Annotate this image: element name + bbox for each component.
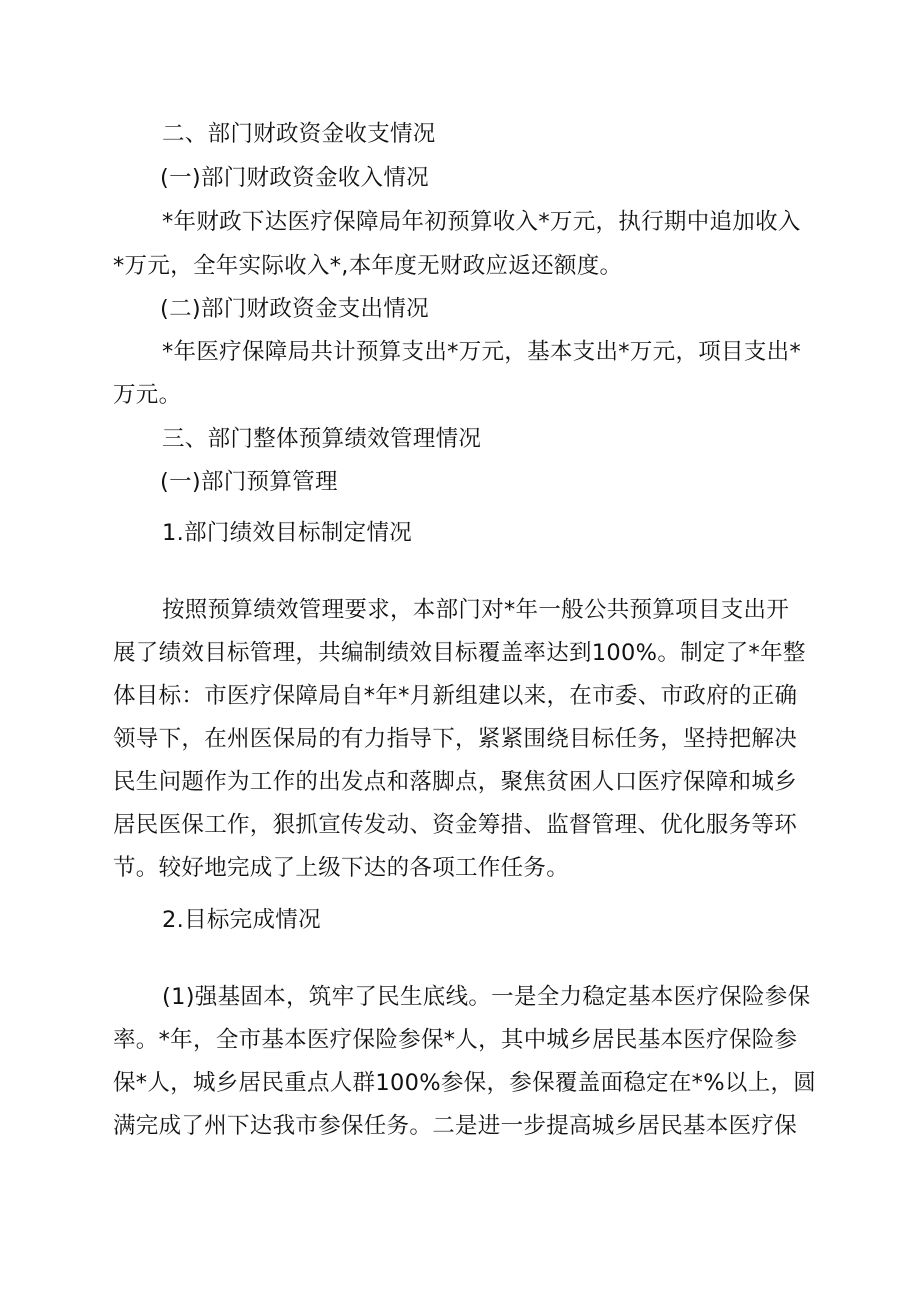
paragraph-line: 民生问题作为工作的出发点和落脚点，聚焦贫困人口医疗保障和城乡: [113, 769, 798, 795]
paragraph-line: 按照预算绩效管理要求，本部门对*年一般公共预算项目支出开: [162, 597, 790, 623]
paragraph-line: 保*人，城乡居民重点人群100%参保，参保覆盖面稳定在*%以上，圆: [113, 1070, 817, 1096]
section-2-heading: 二、部门财政资金收支情况: [162, 121, 436, 147]
paragraph-line: (1)强基固本，筑牢了民生底线。一是全力稳定基本医疗保险参保: [162, 984, 811, 1010]
paragraph-line: 展了绩效目标管理，共编制绩效目标覆盖率达到100%。制定了*年整: [113, 640, 806, 666]
section-3-heading: 三、部门整体预算绩效管理情况: [162, 426, 482, 452]
paragraph-line: *年医疗保障局共计预算支出*万元，基本支出*万元，项目支出*: [162, 339, 802, 365]
section-2-sub-2-heading: (二)部门财政资金支出情况: [160, 296, 429, 322]
paragraph-line: 居民医保工作，狠抓宣传发动、资金筹措、监督管理、优化服务等环: [113, 812, 798, 838]
paragraph-line: 万元。: [113, 382, 182, 408]
paragraph-line: 体目标：市医疗保障局自*年*月新组建以来，在市委、市政府的正确: [113, 683, 798, 709]
section-2-sub-1-heading: (一)部门财政资金收入情况: [160, 165, 429, 191]
paragraph-line: 领导下，在州医保局的有力指导下，紧紧围绕目标任务，坚持把解决: [113, 726, 798, 752]
paragraph-line: *年财政下达医疗保障局年初预算收入*万元，执行期中追加收入: [162, 209, 801, 235]
paragraph-line: 率。*年，全市基本医疗保险参保*人，其中城乡居民基本医疗保险参: [113, 1027, 798, 1053]
paragraph-line: 节。较好地完成了上级下达的各项工作任务。: [113, 855, 570, 881]
item-1-heading: 1.部门绩效目标制定情况: [162, 520, 413, 546]
paragraph-line: 满完成了州下达我市参保任务。二是进一步提高城乡居民基本医疗保: [113, 1113, 798, 1139]
section-3-sub-1-heading: (一)部门预算管理: [160, 469, 338, 495]
paragraph-line: *万元，全年实际收入*,本年度无财政应返还额度。: [113, 253, 623, 279]
item-2-heading: 2.目标完成情况: [162, 907, 321, 933]
